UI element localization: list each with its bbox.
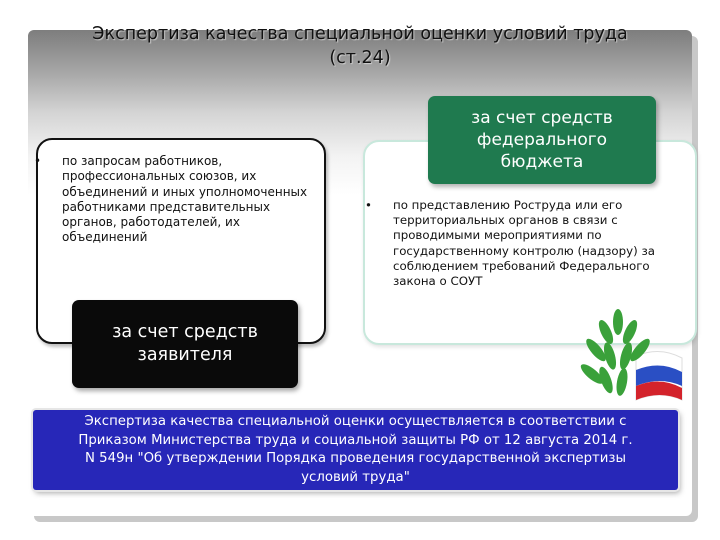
- legal-basis-line-3: N 549н "Об утверждении Порядка проведения государственной экспертизы: [85, 451, 626, 466]
- applicant-funds-label-line-2: заявителя: [137, 345, 233, 365]
- federal-funds-label-line-1: за счет средств: [471, 108, 613, 128]
- bullet-icon: •: [34, 154, 42, 168]
- legal-basis-line-2: Приказом Министерства труда и социальной защиты РФ от 12 августа 2014 г.: [78, 432, 633, 448]
- applicant-request-item: [34, 154, 318, 246]
- slide-title-line-2: (ст.24): [329, 48, 391, 68]
- federal-budget-item: [365, 198, 693, 289]
- bullet-icon: •: [365, 198, 372, 212]
- legal-basis-banner: [33, 410, 678, 490]
- slide-title: [30, 22, 690, 70]
- slide-title-line-1: Экспертиза качества специальной оценки условий труда: [92, 24, 628, 44]
- applicant-funds-label-line-1: за счет средств: [112, 322, 258, 342]
- federal-funds-label-line-3: бюджета: [500, 152, 584, 172]
- legal-basis-line-1: Экспертиза качества специальной оценки осуществляется в соответствии с: [84, 414, 627, 429]
- legal-basis-line-4: условий труда": [301, 469, 410, 485]
- applicant-request-text: по запросам работников, профессиональных союзов, их объединений и иных уполномоченных работниками представительных органов, работодателей, их объединений: [62, 154, 308, 245]
- applicant-funds-label: [72, 300, 298, 388]
- federal-budget-text: по представлению Роструда или его территориальных органов в связи с проводимыми мероприятиями по государственному контролю (надзору) за соблюдением требований Федерального закона о СОУТ: [393, 198, 655, 289]
- federal-funds-label: [428, 96, 656, 184]
- federal-funds-label-line-2: федерального: [476, 130, 608, 150]
